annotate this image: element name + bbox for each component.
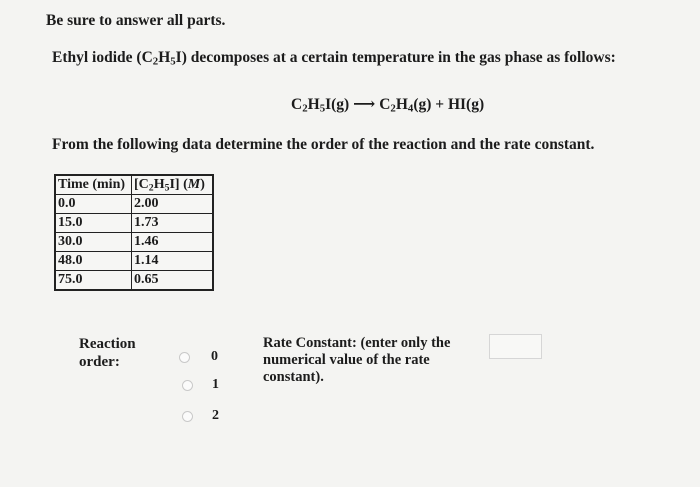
order-0-label[interactable]: 0 bbox=[211, 349, 218, 364]
order-2-label[interactable]: 2 bbox=[212, 408, 219, 423]
concentration-column-header: $[C_2H_5I]$ (M) bbox=[132, 175, 214, 195]
time-cell: 0.0 bbox=[55, 195, 132, 214]
table-row bbox=[55, 252, 213, 271]
rate-constant-label-line3: constant). bbox=[263, 369, 324, 385]
rate-constant-label-line1: Rate Constant: (enter only the bbox=[263, 335, 451, 351]
rate-constant-label bbox=[263, 335, 473, 386]
reaction-equation: $C_2H_5I(g)$ ⟶ $C_2H_4(g) + HI(g)$ bbox=[291, 96, 485, 115]
order-1-label[interactable]: 1 bbox=[212, 377, 219, 392]
reaction-order-label-line2: order: bbox=[79, 354, 120, 370]
rate-constant-input[interactable] bbox=[489, 334, 542, 359]
reaction-order-label bbox=[79, 335, 136, 371]
concentration-cell: 1.46 bbox=[132, 233, 214, 252]
time-column-header: Time (min) bbox=[55, 175, 132, 195]
table-header-row bbox=[55, 175, 213, 195]
table-row bbox=[55, 214, 213, 233]
reaction-arrow: ⟶ bbox=[353, 96, 376, 113]
time-cell: 30.0 bbox=[55, 233, 132, 252]
order-2-radio[interactable] bbox=[182, 411, 193, 422]
concentration-cell: 2.00 bbox=[132, 195, 214, 214]
table-row bbox=[55, 271, 213, 291]
concentration-cell: 1.14 bbox=[132, 252, 214, 271]
time-cell: 15.0 bbox=[55, 214, 132, 233]
rate-constant-label-line2: numerical value of the rate bbox=[263, 352, 430, 368]
table-row bbox=[55, 233, 213, 252]
table-row bbox=[55, 195, 213, 214]
order-0-radio[interactable] bbox=[179, 352, 190, 363]
question-prompt: From the following data determine the order of the reaction and the rate constant. bbox=[52, 136, 595, 153]
concentration-cell: 0.65 bbox=[132, 271, 214, 291]
reaction-order-label-line1: Reaction bbox=[79, 336, 136, 352]
problem-intro: Ethyl iodide $(C_2H_5I)$ decomposes at a certain temperature in the gas phase as follows: bbox=[52, 49, 616, 68]
kinetics-data-table bbox=[54, 174, 214, 291]
instructions-text: Be sure to answer all parts. bbox=[46, 12, 226, 29]
time-cell: 48.0 bbox=[55, 252, 132, 271]
time-cell: 75.0 bbox=[55, 271, 132, 291]
concentration-cell: 1.73 bbox=[132, 214, 214, 233]
order-1-radio[interactable] bbox=[182, 380, 193, 391]
